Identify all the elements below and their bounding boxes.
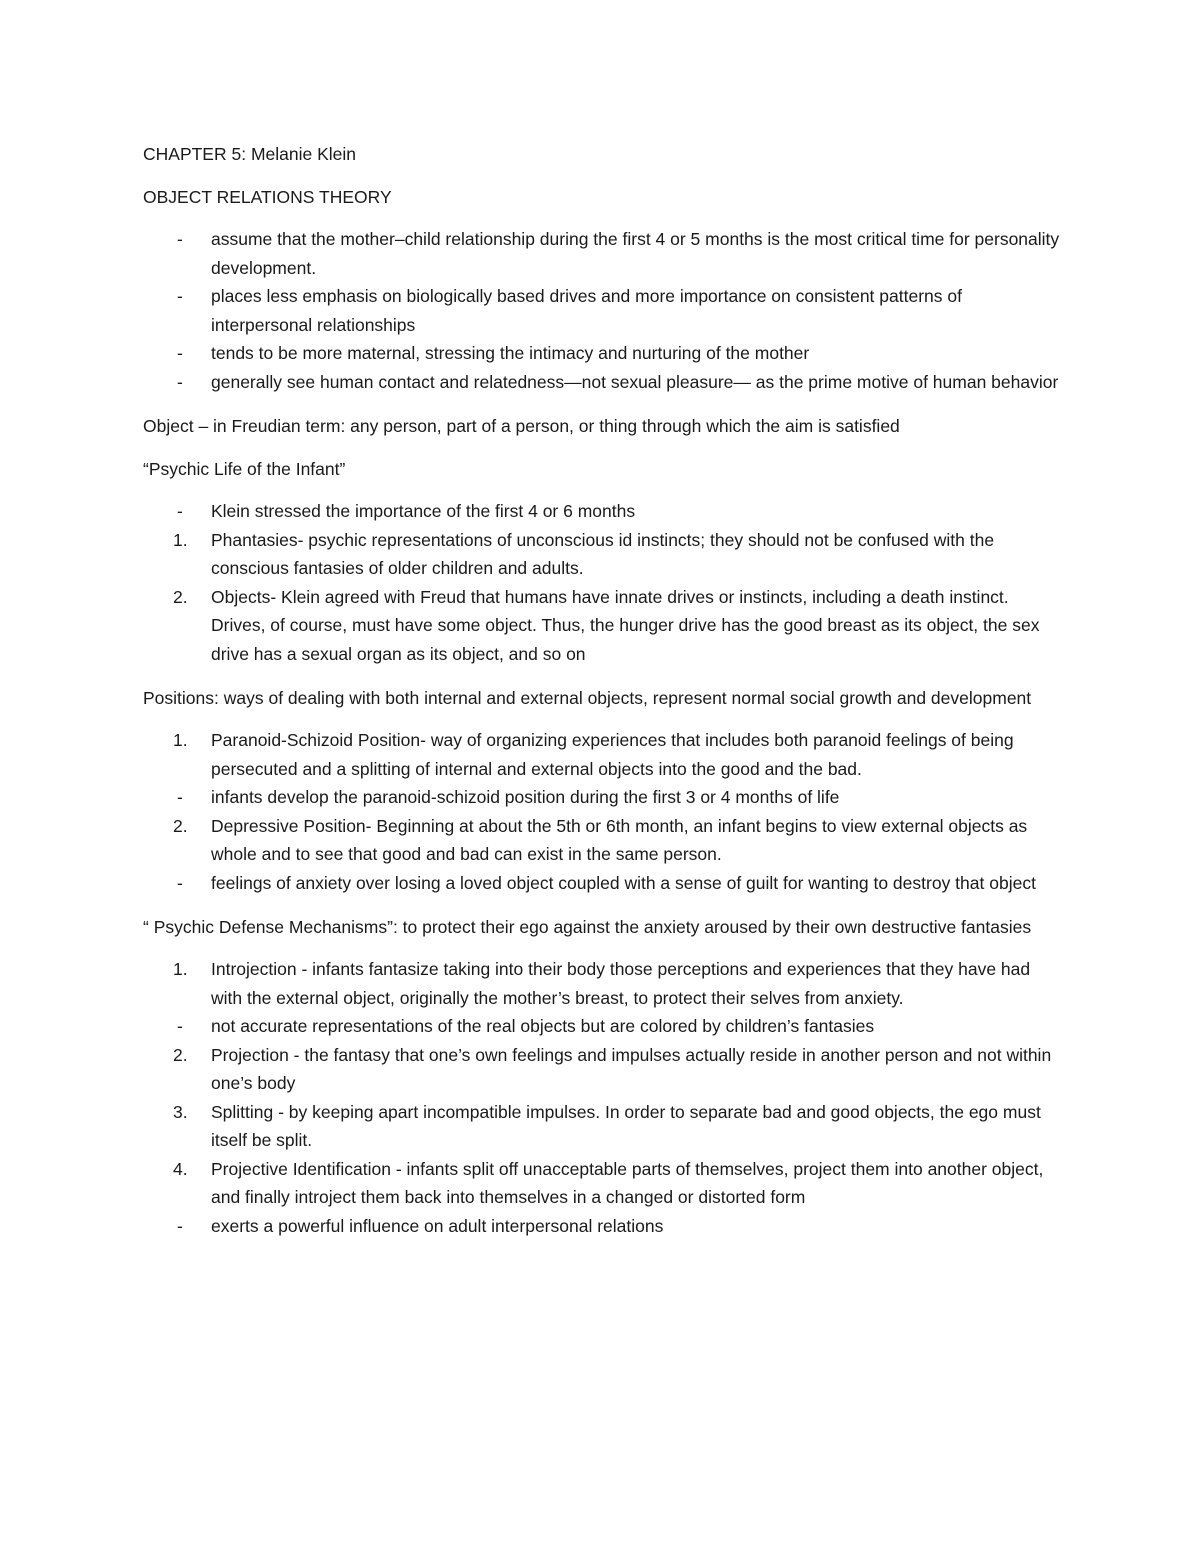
list-item	[143, 1041, 1063, 1098]
list-item	[143, 869, 1063, 898]
list-item-text: Phantasies- psychic representations of unconscious id instincts; they should not be confused with the conscious fantasies of older children and adults.	[211, 529, 995, 578]
list-item-text: infants develop the paranoid-schizoid position during the first 3 or 4 months of life	[211, 787, 840, 807]
list-marker: 4.	[173, 1158, 188, 1179]
list-item	[143, 339, 1063, 368]
list-item	[143, 812, 1063, 869]
list-marker: -	[177, 1215, 183, 1236]
list-item	[143, 526, 1063, 583]
psychic-life-list	[143, 497, 1063, 668]
list-marker: -	[177, 787, 183, 807]
list-item	[143, 225, 1063, 282]
section-heading-object-relations: OBJECT RELATIONS THEORY	[143, 187, 392, 207]
list-item	[143, 282, 1063, 339]
list-item-text: Objects- Klein agreed with Freud that humans have innate drives or instincts, including a death instinct. Drives, of course, must have some object. Thus, the hunger drive has the good breast as its object, the sex drive has a sexual organ as its object, and so on	[211, 586, 1040, 664]
list-marker: -	[177, 501, 183, 521]
list-item-text: not accurate representations of the real objects but are colored by children’s fantasies	[211, 1016, 875, 1036]
object-relations-list	[143, 225, 1063, 396]
list-item-text: generally see human contact and relatedness—not sexual pleasure— as the prime motive of human behavior	[211, 371, 1059, 392]
list-item	[143, 1155, 1063, 1212]
list-item	[143, 583, 1063, 669]
list-item	[143, 1212, 1063, 1241]
list-marker: -	[177, 1016, 183, 1036]
object-definition: Object – in Freudian term: any person, part of a person, or thing through which the aim is satisfied	[143, 416, 900, 436]
list-item	[143, 726, 1063, 783]
list-item-text: exerts a powerful influence on adult interpersonal relations	[211, 1215, 664, 1236]
section-heading-psychic-life: “Psychic Life of the Infant”	[143, 459, 346, 479]
list-marker: 1.	[173, 730, 188, 750]
list-item	[143, 368, 1063, 397]
list-marker: -	[177, 371, 183, 392]
positions-list	[143, 726, 1063, 897]
list-item	[143, 1012, 1063, 1041]
section-heading-defense-mechanisms: “ Psychic Defense Mechanisms”: to protect their ego against the anxiety aroused by their own destructive fantasies	[143, 917, 1032, 937]
list-item	[143, 783, 1063, 812]
list-marker: -	[177, 872, 183, 893]
list-item-text: assume that the mother–child relationship during the first 4 or 5 months is the most critical time for personality development.	[211, 229, 1060, 278]
list-item	[143, 955, 1063, 1012]
list-marker: 2.	[173, 586, 188, 607]
list-item-text: Introjection - infants fantasize taking into their body those perceptions and experiences that they have had with the external object, originally the mother’s breast, to protect their selves from anxiety.	[211, 959, 1031, 1008]
list-marker: 3.	[173, 1101, 188, 1122]
list-item	[143, 1098, 1063, 1155]
chapter-title: CHAPTER 5: Melanie Klein	[143, 144, 356, 164]
list-marker: -	[177, 229, 183, 249]
list-item	[143, 497, 1063, 526]
list-item-text: Projection - the fantasy that one’s own feelings and impulses actually reside in another person and not within one’s body	[211, 1044, 1052, 1093]
list-marker: 1.	[173, 959, 188, 979]
list-item-text: places less emphasis on biologically based drives and more importance on consistent patterns of interpersonal relationships	[211, 286, 962, 335]
list-marker: -	[177, 343, 183, 363]
list-marker: 2.	[173, 1044, 188, 1065]
document-body	[143, 140, 1063, 1240]
list-item-text: Klein stressed the importance of the first 4 or 6 months	[211, 501, 636, 521]
list-item-text: tends to be more maternal, stressing the intimacy and nurturing of the mother	[211, 343, 810, 363]
list-marker: -	[177, 286, 183, 306]
section-heading-positions: Positions: ways of dealing with both internal and external objects, represent normal social growth and development	[143, 688, 1032, 708]
defense-mechanisms-list	[143, 955, 1063, 1240]
list-item-text: Splitting - by keeping apart incompatible impulses. In order to separate bad and good objects, the ego must itself be split.	[211, 1101, 1041, 1150]
list-item-text: Depressive Position- Beginning at about the 5th or 6th month, an infant begins to view external objects as whole and to see that good and bad can exist in the same person.	[211, 815, 1028, 864]
list-item-text: Paranoid-Schizoid Position- way of organizing experiences that includes both paranoid feelings of being persecuted and a splitting of internal and external objects into the good and the bad.	[211, 730, 1014, 779]
list-item-text: feelings of anxiety over losing a loved object coupled with a sense of guilt for wanting to destroy that object	[211, 872, 1036, 893]
list-item-text: Projective Identification - infants split off unacceptable parts of themselves, project them into another object, and finally introject them back into themselves in a changed or distorted form	[211, 1158, 1044, 1207]
list-marker: 2.	[173, 815, 188, 836]
list-marker: 1.	[173, 529, 188, 550]
